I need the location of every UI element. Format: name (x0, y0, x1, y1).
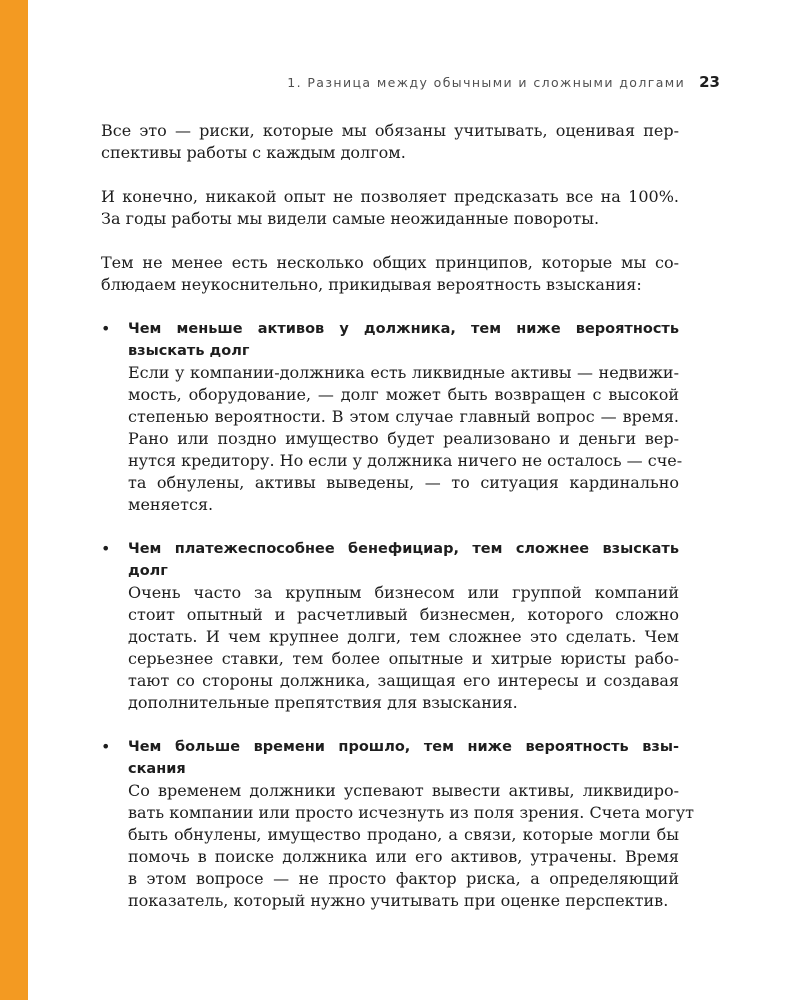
text-line: в этом вопросе — не просто фактор риска, а определяющий (128, 869, 679, 888)
bullet-dot: • (101, 737, 111, 756)
bullet-item (101, 736, 694, 912)
text-line: Все это — риски, которые мы обязаны учитывать, оценивая пер- (101, 121, 679, 140)
title-line: скания (128, 761, 186, 777)
text-line: тают со стороны должника, защищая его интересы и создавая (128, 671, 679, 690)
bullet-dot: • (101, 539, 111, 558)
text-line: блюдаем неукоснительно, прикидывая вероятность взыскания: (101, 275, 642, 294)
text-line: помочь в поиске должника или его активов, утрачены. Время (128, 847, 679, 866)
title-line: Чем меньше активов у должника, тем ниже вероятность (128, 321, 679, 337)
running-header (287, 72, 720, 91)
text-line: мость, оборудование, — долг может быть возвращен с высокой (128, 385, 679, 404)
text-line: Если у компании-должника есть ликвидные активы — недвижи- (128, 363, 679, 382)
page-body (101, 120, 694, 912)
text-line: достать. И чем крупнее долги, тем сложнее это сделать. Чем (128, 627, 679, 646)
title-line: взыскать долг (128, 343, 250, 359)
text-line: та обнулены, активы выведены, — то ситуация кардинально (128, 473, 679, 492)
text-line: Рано или поздно имущество будет реализовано и деньги вер- (128, 429, 679, 448)
text-line: Очень часто за крупным бизнесом или группой компаний (128, 583, 679, 602)
paragraph (101, 120, 679, 164)
bullet-item (101, 538, 679, 714)
text-line: вать компании или просто исчезнуть из поля зрения. Счета могут (128, 803, 694, 822)
paragraph (101, 186, 679, 230)
bullet-dot: • (101, 319, 111, 338)
orange-side-bar (0, 0, 28, 1000)
text-line: И конечно, никакой опыт не позволяет предсказать все на 100%. (101, 187, 679, 206)
text-line: дополнительные препятствия для взыскания. (128, 693, 518, 712)
title-line: долг (128, 563, 168, 579)
bullet-item (101, 318, 683, 516)
bullet-body (128, 780, 694, 912)
bullet-body (128, 362, 683, 516)
text-line: Тем не менее есть несколько общих принципов, которые мы со- (101, 253, 679, 272)
paragraph (101, 252, 679, 296)
text-line: Со временем должники успевают вывести активы, ликвидиро- (128, 781, 679, 800)
bullet-title (128, 538, 679, 582)
text-line: нутся кредитору. Но если у должника ничего не осталось — сче- (128, 451, 683, 470)
text-line: показатель, который нужно учитывать при оценке перспектив. (128, 891, 669, 910)
text-line: меняется. (128, 495, 214, 514)
text-line: степенью вероятности. В этом случае главный вопрос — время. (128, 407, 679, 426)
bullet-title (128, 318, 679, 362)
text-line: стоит опытный и расчетливый бизнесмен, которого сложно (128, 605, 679, 624)
chapter-title: 1. Разница между обычными и сложными долгами (287, 75, 686, 90)
text-line: серьезнее ставки, тем более опытные и хитрые юристы рабо- (128, 649, 679, 668)
text-line: спективы работы с каждым долгом. (101, 143, 406, 162)
text-line: быть обнулены, имущество продано, а связи, которые могли бы (128, 825, 679, 844)
bullet-title (128, 736, 679, 780)
page-number: 23 (699, 73, 720, 91)
text-line: За годы работы мы видели самые неожиданные повороты. (101, 209, 600, 228)
title-line: Чем платежеспособнее бенефициар, тем сложнее взыскать (128, 541, 679, 557)
title-line: Чем больше времени прошло, тем ниже вероятность взы- (128, 739, 679, 755)
bullet-body (128, 582, 679, 714)
